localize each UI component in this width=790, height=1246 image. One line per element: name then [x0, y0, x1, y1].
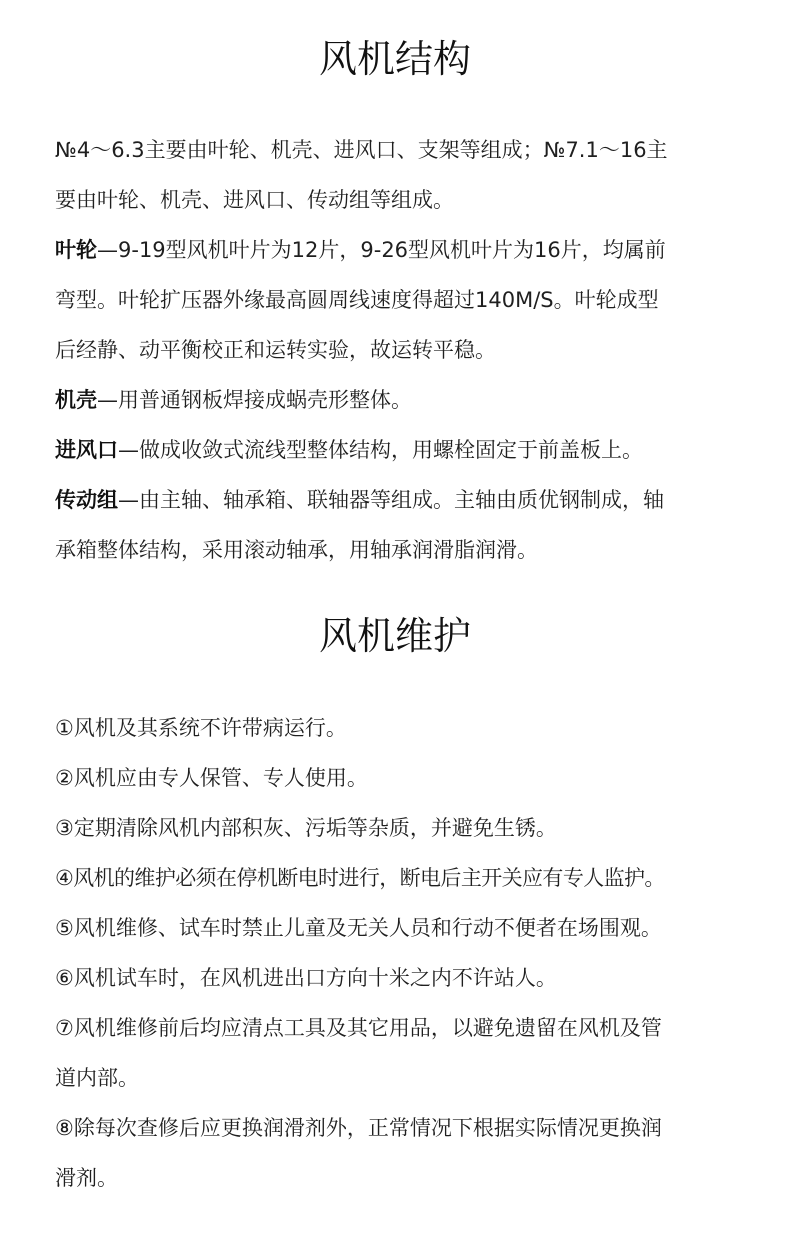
inlet-text: —做成收敛式流线型整体结构，用螺栓固定于前盖板上。: [118, 438, 643, 462]
maintenance-item-5: ⑤风机维修、试车时禁止儿童及无关人员和行动不便者在场围观。: [55, 916, 662, 940]
impeller-line-1: [55, 235, 775, 265]
maintenance-item-6: ⑥风机试车时，在风机进出口方向十米之内不许站人。: [55, 966, 557, 990]
intro-line-2: 要由叶轮、机壳、进风口、传动组等组成。: [55, 188, 454, 212]
impeller-line-3: 后经静、动平衡校正和运转实验，故运转平稳。: [55, 338, 496, 362]
maintenance-item-4: ④风机的维护必须在停机断电时进行，断电后主开关应有专人监护。: [55, 866, 665, 890]
maintenance-item-8-line-2: 滑剂。: [55, 1166, 118, 1190]
maintenance-item-7-line-1: ⑦风机维修前后均应清点工具及其它用品，以避免遗留在风机及管: [55, 1016, 662, 1040]
inlet-term: 进风口: [55, 438, 118, 462]
casing-line: [55, 385, 775, 415]
maintenance-item-7-line-2: 道内部。: [55, 1066, 139, 1090]
maintenance-item-2: ②风机应由专人保管、专人使用。: [55, 766, 368, 790]
drive-text-1: —由主轴、轴承箱、联轴器等组成。主轴由质优钢制成，轴: [118, 488, 664, 512]
maintenance-item-1: ①风机及其系统不许带病运行。: [55, 716, 347, 740]
drive-line-1: [55, 485, 775, 515]
structure-title: 风机结构: [318, 37, 471, 81]
intro-line-1: №4～6.3主要由叶轮、机壳、进风口、支架等组成；№7.1～16主: [55, 138, 668, 162]
maintenance-item-3: ③定期清除风机内部积灰、污垢等杂质，并避免生锈。: [55, 816, 557, 840]
maintenance-title: 风机维护: [318, 614, 471, 658]
drive-term: 传动组: [55, 488, 118, 512]
impeller-term: 叶轮: [55, 238, 97, 262]
casing-term: 机壳: [55, 388, 97, 412]
casing-text: —用普通钢板焊接成蜗壳形整体。: [97, 388, 412, 412]
impeller-text-1: —9-19型风机叶片为12片，9-26型风机叶片为16片，均属前: [97, 238, 666, 262]
drive-line-2: 承箱整体结构，采用滚动轴承，用轴承润滑脂润滑。: [55, 538, 538, 562]
maintenance-item-8-line-1: ⑧除每次查修后应更换润滑剂外，正常情况下根据实际情况更换润: [55, 1116, 662, 1140]
inlet-line: [55, 435, 775, 465]
impeller-line-2: 弯型。叶轮扩压器外缘最高圆周线速度得超过140M/S。叶轮成型: [55, 288, 659, 312]
